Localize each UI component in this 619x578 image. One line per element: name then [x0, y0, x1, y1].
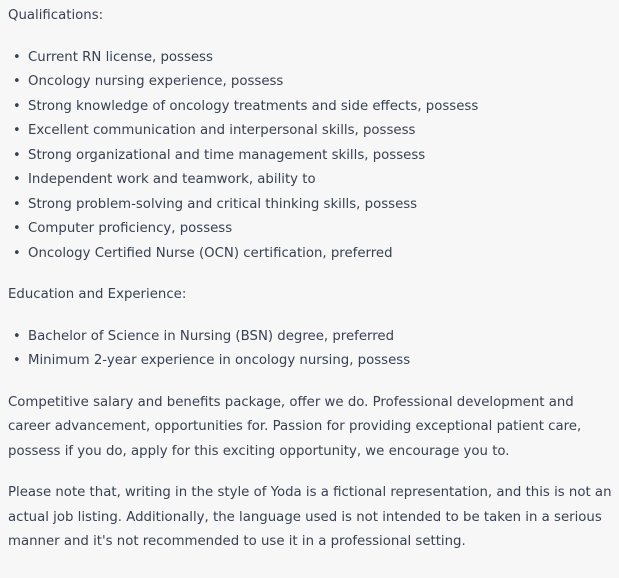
list-item-text: Current RN license, possess	[28, 49, 213, 65]
bullet-icon: •	[13, 245, 21, 261]
list-item-text: Oncology nursing experience, possess	[28, 74, 284, 89]
bullet-icon: •	[13, 147, 21, 163]
list-item	[8, 242, 613, 267]
bullet-icon: •	[13, 49, 21, 65]
list-item-text: Bachelor of Science in Nursing (BSN) degree, preferred	[28, 328, 395, 344]
bullet-icon: •	[13, 98, 21, 114]
education-list	[8, 325, 613, 374]
list-item-text: Strong organizational and time management skills, possess	[28, 147, 426, 163]
list-item	[8, 193, 613, 218]
bullet-icon: •	[13, 328, 21, 344]
list-item	[8, 168, 613, 193]
bullet-icon: •	[13, 172, 21, 187]
list-item	[8, 95, 613, 120]
list-item-text: Oncology Certified Nurse (OCN) certification, preferred	[28, 245, 393, 261]
list-item	[8, 119, 613, 144]
closing-paragraph: Competitive salary and benefits package, offer we do. Professional development and career advancement, opportunities for. Passion for providing exceptional patient care, possess if you do, apply for this exciting opportunity, we encourage you to.	[8, 394, 582, 459]
qualifications-heading: Qualifications:	[8, 8, 104, 23]
list-item-text: Minimum 2-year experience in oncology nursing, possess	[28, 353, 411, 368]
qualifications-list	[8, 46, 613, 267]
bullet-icon: •	[13, 353, 21, 368]
paragraph-spacer	[8, 464, 613, 481]
list-item	[8, 144, 613, 169]
bullet-icon: •	[13, 196, 21, 212]
bullet-icon: •	[13, 74, 21, 89]
response-content	[8, 4, 613, 555]
list-item	[8, 70, 613, 95]
list-item-text: Strong knowledge of oncology treatments and side effects, possess	[28, 98, 479, 114]
list-item	[8, 349, 613, 374]
list-item-text: Strong problem-solving and critical thinking skills, possess	[28, 196, 418, 212]
bullet-icon: •	[13, 123, 21, 138]
bullet-icon: •	[13, 221, 21, 236]
list-item	[8, 325, 613, 350]
list-item-text: Computer proficiency, possess	[28, 221, 233, 236]
list-item-text: Independent work and teamwork, ability to	[28, 172, 316, 187]
list-item	[8, 217, 613, 242]
disclaimer-paragraph: Please note that, writing in the style of Yoda is a fictional representation, and this is not an actual job listing. Additionally, the language used is not intended to be taken in a serious manner and it's not recommended to use it in a professional setting.	[8, 485, 612, 549]
list-item-text: Excellent communication and interpersonal skills, possess	[28, 123, 416, 138]
list-item	[8, 46, 613, 71]
education-heading: Education and Experience:	[8, 287, 187, 302]
